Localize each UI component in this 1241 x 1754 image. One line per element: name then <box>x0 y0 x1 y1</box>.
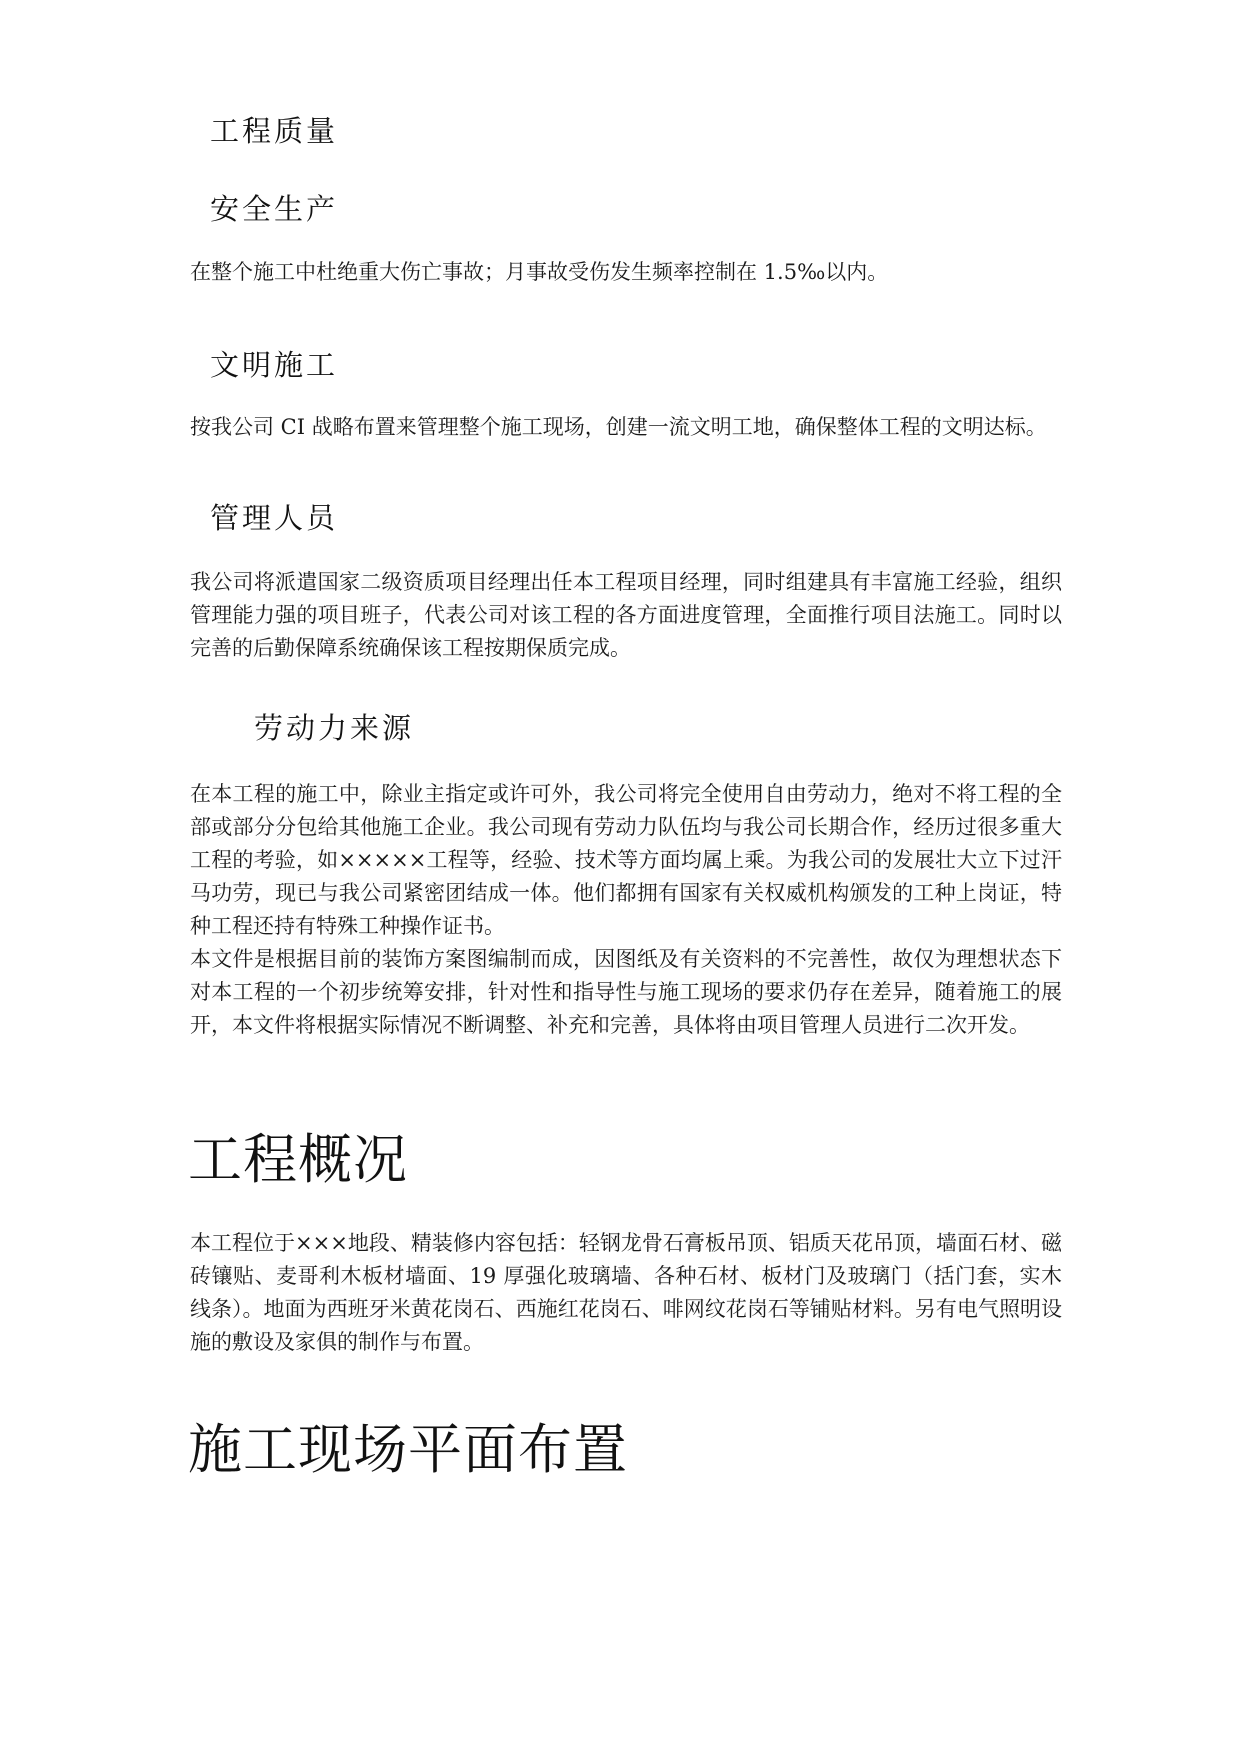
paragraph-civilized-construction: 按我公司 CI 战略布置来管理整个施工现场，创建一流文明工地，确保整体工程的文明达标。 <box>190 415 1047 439</box>
heading-site-layout: 施工现场平面布置 <box>188 1418 628 1481</box>
heading-management-staff: 管理人员 <box>210 501 339 535</box>
paragraph-management-staff: 我公司将派遣国家二级资质项目经理出任本工程项目经理，同时组建具有丰富施工经验，组织管理能力强的项目班子，代表公司对该工程的各方面进度管理，全面推行项目法施工。同时以完善的后勤保障系统确保该工程按期保质完成。 <box>190 570 1062 660</box>
paragraph-labor-source: 在本工程的施工中，除业主指定或许可外，我公司将完全使用自由劳动力，绝对不将工程的全部或部分分包给其他施工企业。我公司现有劳动力队伍均与我公司长期合作，经历过很多重大工程的考验，如×××××工程等，经验、技术等方面均属上乘。为我公司的发展壮大立下过汗马功劳，现已与我公司紧密团结成一体。他们都拥有国家有关权威机构颁发的工种上岗证，特种工程还持有特殊工种操作证书。 <box>190 782 1062 938</box>
heading-project-quality: 工程质量 <box>210 114 339 148</box>
heading-labor-source: 劳动力来源 <box>254 711 415 745</box>
paragraph-document-note: 本文件是根据目前的装饰方案图编制而成，因图纸及有关资料的不完善性，故仅为理想状态下对本工程的一个初步统筹安排，针对性和指导性与施工现场的要求仍存在差异，随着施工的展开，本文件将根据实际情况不断调整、补充和完善，具体将由项目管理人员进行二次开发。 <box>190 947 1062 1037</box>
heading-civilized-construction: 文明施工 <box>210 348 339 382</box>
paragraph-project-overview: 本工程位于×××地段、精装修内容包括：轻钢龙骨石膏板吊顶、铝质天花吊顶，墙面石材、磁砖镶贴、麦哥利木板材墙面、19 厚强化玻璃墙、各种石材、板材门及玻璃门（括门套，实木线条）。地面为西班牙米黄花岗石、西施红花岗石、啡网纹花岗石等铺贴材料。另有电气照明设施的敷设及家俱的制作与布置。 <box>190 1231 1062 1354</box>
paragraph-safety: 在整个施工中杜绝重大伤亡事故；月事故受伤发生频率控制在 1.5‰以内。 <box>190 260 889 284</box>
heading-project-overview: 工程概况 <box>188 1128 408 1191</box>
heading-safe-production: 安全生产 <box>210 192 339 226</box>
